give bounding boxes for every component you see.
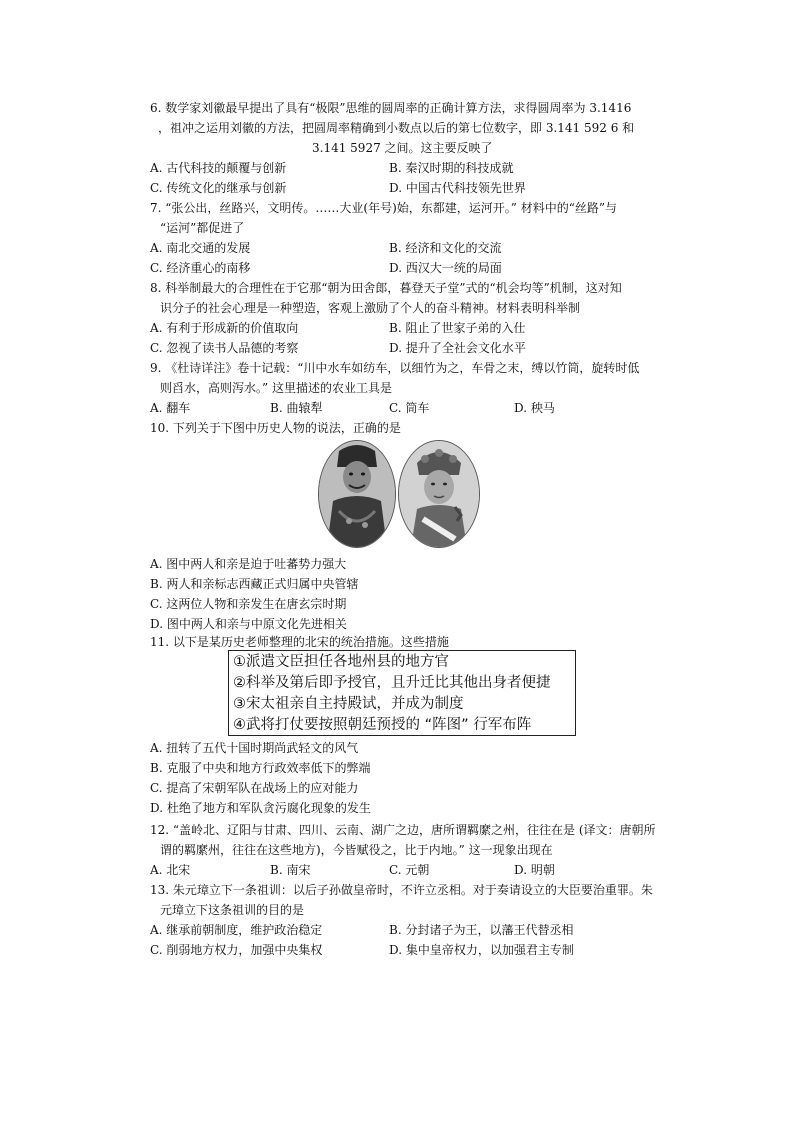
q10-option-a: A. 图中两人和亲是迫于吐蕃势力强大 bbox=[150, 557, 347, 571]
q13-option-b: B. 分封诸子为王，以藩王代替丞相 bbox=[389, 923, 574, 937]
q11-measure-1: ①派遣文臣担任各地州县的地方官 bbox=[233, 654, 449, 670]
q7-stem-line2: “运河”都促进了 bbox=[160, 221, 245, 235]
q10-option-c: C. 这两位人物和亲发生在唐玄宗时期 bbox=[150, 597, 347, 611]
portrait-princess-wencheng bbox=[398, 440, 480, 548]
portrait-songtsen-gampo bbox=[318, 440, 396, 548]
q9-stem-line1: 9. 《杜诗详注》卷十记载：“川中水车如纺车，以细竹为之，车骨之末，缚以竹筒，旋转时低 bbox=[150, 361, 640, 375]
q7-option-d: D. 西汉大一统的局面 bbox=[389, 261, 502, 275]
q10-option-d: D. 图中两人和亲与中原文化先进相关 bbox=[150, 617, 347, 631]
q8-stem-line2: 识分子的社会心理是一种塑造，客观上激励了个人的奋斗精神。材料表明科举制 bbox=[160, 301, 581, 315]
q6-option-b: B. 秦汉时期的科技成就 bbox=[389, 161, 514, 175]
q12-option-a: A. 北宋 bbox=[150, 863, 191, 877]
q6-stem-line2: ，祖冲之运用刘徽的方法，把圆周率精确到小数点以后的第七位数字，即 3.141 592 6 和 bbox=[158, 121, 635, 135]
q12-option-d: D. 明朝 bbox=[514, 863, 555, 877]
portrait-figure-right-image bbox=[399, 441, 479, 547]
q13-stem-line1: 13. 朱元璋立下一条祖训：以后子孙做皇帝时，不许立丞相。对于奏请设立的大臣要治重罪。朱 bbox=[150, 883, 653, 897]
q11-stem: 11. 以下是某历史老师整理的北宋的统治措施。这些措施 bbox=[150, 635, 449, 649]
q6-stem-line1: 6. 数学家刘徽最早提出了具有“极限”思维的圆周率的正确计算方法，求得圆周率为 3.1416 bbox=[150, 101, 632, 115]
q7-option-a: A. 南北交通的发展 bbox=[150, 241, 251, 255]
q11-measure-4: ④武将打仗要按照朝廷预授的 “阵图” 行军布阵 bbox=[233, 717, 532, 733]
q13-option-d: D. 集中皇帝权力，以加强君主专制 bbox=[389, 943, 574, 957]
q7-stem-line1: 7. “张公出，丝路兴，文明传。……大业(年号)始，东都建，运河开。” 材料中的“丝路”与 bbox=[150, 201, 617, 215]
q11-measure-2: ②科举及第后即予授官，且升迁比其他出身者便捷 bbox=[233, 675, 551, 691]
q9-option-d: D. 秧马 bbox=[514, 401, 555, 415]
q12-option-b: B. 南宋 bbox=[270, 863, 311, 877]
q13-option-c: C. 削弱地方权力，加强中央集权 bbox=[150, 943, 323, 957]
q13-option-a: A. 继承前朝制度，维护政治稳定 bbox=[150, 923, 323, 937]
q8-option-a: A. 有利于形成新的价值取向 bbox=[150, 321, 299, 335]
q13-stem-line2: 元璋立下这条祖训的目的是 bbox=[160, 903, 305, 917]
q6-option-d: D. 中国古代科技领先世界 bbox=[389, 181, 526, 195]
q6-stem-line3: 3.141 5927 之间。这主要反映了 bbox=[312, 141, 493, 155]
q9-stem-line2: 则舀水，高则泻水。” 这里描述的农业工具是 bbox=[160, 381, 392, 395]
q8-option-c: C. 忽视了读书人品德的考察 bbox=[150, 341, 299, 355]
q11-option-d: D. 杜绝了地方和军队贪污腐化现象的发生 bbox=[150, 801, 371, 815]
q8-option-d: D. 提升了全社会文化水平 bbox=[389, 341, 526, 355]
q12-stem-line1: 12. “盖岭北、辽阳与甘肃、四川、云南、湖广之边，唐所谓羁縻之州，往往在是 (译文：唐朝所 bbox=[150, 823, 656, 837]
q6-option-c: C. 传统文化的继承与创新 bbox=[150, 181, 287, 195]
portrait-figure-left-image bbox=[319, 441, 395, 547]
q11-option-c: C. 提高了宋朝军队在战场上的应对能力 bbox=[150, 781, 359, 795]
q11-measures-box bbox=[228, 650, 576, 736]
q6-option-a: A. 古代科技的颠覆与创新 bbox=[150, 161, 287, 175]
q12-stem-line2: 谓的羁縻州，往往在这些地方)，今皆赋役之，比于内地。” 这一现象出现在 bbox=[160, 843, 553, 857]
q11-measure-3: ③宋太祖亲自主持殿试，并成为制度 bbox=[233, 696, 464, 712]
q9-option-b: B. 曲辕犁 bbox=[270, 401, 323, 415]
q11-option-b: B. 克服了中央和地方行政效率低下的弊端 bbox=[150, 761, 371, 775]
q12-option-c: C. 元朝 bbox=[389, 863, 430, 877]
q7-option-c: C. 经济重心的南移 bbox=[150, 261, 251, 275]
q11-option-a: A. 扭转了五代十国时期尚武轻文的风气 bbox=[150, 741, 359, 755]
q10-stem: 10. 下列关于下图中历史人物的说法，正确的是 bbox=[150, 421, 401, 435]
q10-option-b: B. 两人和亲标志西藏正式归属中央管辖 bbox=[150, 577, 359, 591]
q8-option-b: B. 阻止了世家子弟的入仕 bbox=[389, 321, 526, 335]
q9-option-c: C. 筒车 bbox=[389, 401, 430, 415]
q8-stem-line1: 8. 科举制最大的合理性在于它那“朝为田舍郎，暮登天子堂”式的“机会均等”机制，这对知 bbox=[150, 281, 622, 295]
q7-option-b: B. 经济和文化的交流 bbox=[389, 241, 502, 255]
q9-option-a: A. 翻车 bbox=[150, 401, 191, 415]
